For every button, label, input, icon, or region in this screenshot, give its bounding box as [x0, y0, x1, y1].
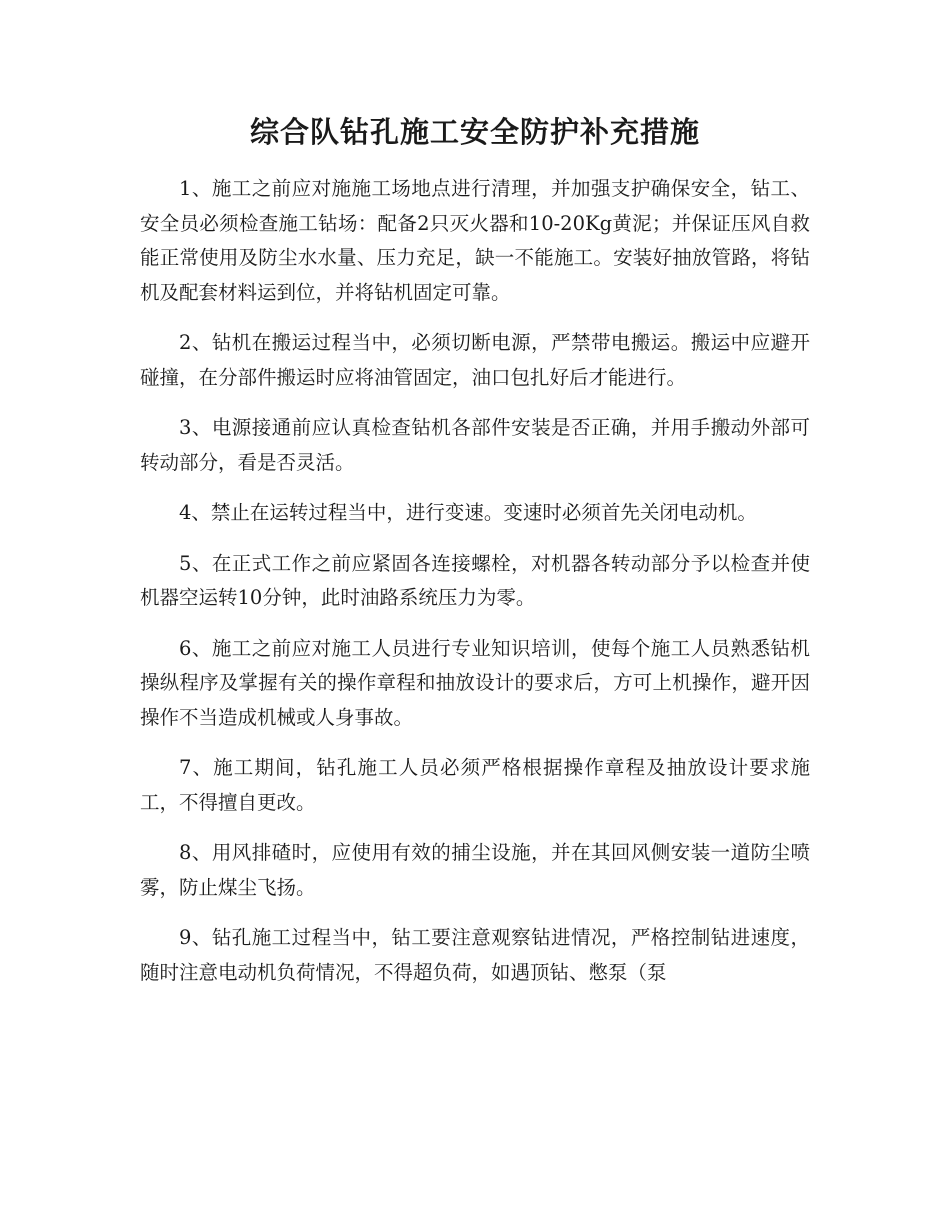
- paragraph-9: 9、钻孔施工过程当中，钻工要注意观察钻进情况，严格控制钻进速度，随时注意电动机负荷情况，不得超负荷，如遇顶钻、憋泵（泵: [140, 926, 810, 984]
- paragraph-5: 5、在正式工作之前应紧固各连接螺栓，对机器各转动部分予以检查并使机器空运转10分钟，此时油路系统压力为零。: [140, 551, 810, 609]
- paragraph-1: 1、施工之前应对施施工场地点进行清理，并加强支护确保安全，钻工、安全员必须检查施工钻场：配备2只灭火器和10-20Kg黄泥；并保证压风自救能正常使用及防尘水水量、压力充足，缺一不能施工。安装好抽放管路，将钻机及配套材料运到位，并将钻机固定可靠。: [140, 177, 810, 304]
- document-title: 综合队钻孔施工安全防护补充措施: [249, 115, 700, 149]
- paragraph-7: 7、施工期间，钻孔施工人员必须严格根据操作章程及抽放设计要求施工，不得擅自更改。: [140, 756, 810, 814]
- paragraph-4: 4、禁止在运转过程当中，进行变速。变速时必须首先关闭电动机。: [179, 501, 757, 524]
- document-page: [140, 112, 810, 1006]
- paragraph-3: 3、电源接通前应认真检查钻机各部件安装是否正确，并用手搬动外部可转动部分，看是否灵活。: [140, 416, 810, 474]
- paragraph-2: 2、钻机在搬运过程当中，必须切断电源，严禁带电搬运。搬运中应避开碰撞，在分部件搬运时应将油管固定，油口包扎好后才能进行。: [140, 331, 810, 389]
- paragraph-6: 6、施工之前应对施工人员进行专业知识培训，使每个施工人员熟悉钻机操纵程序及掌握有关的操作章程和抽放设计的要求后，方可上机操作，避开因操作不当造成机械或人身事故。: [140, 636, 810, 729]
- paragraph-8: 8、用风排碴时，应使用有效的捕尘设施，并在其回风侧安装一道防尘喷雾，防止煤尘飞扬。: [140, 841, 810, 899]
